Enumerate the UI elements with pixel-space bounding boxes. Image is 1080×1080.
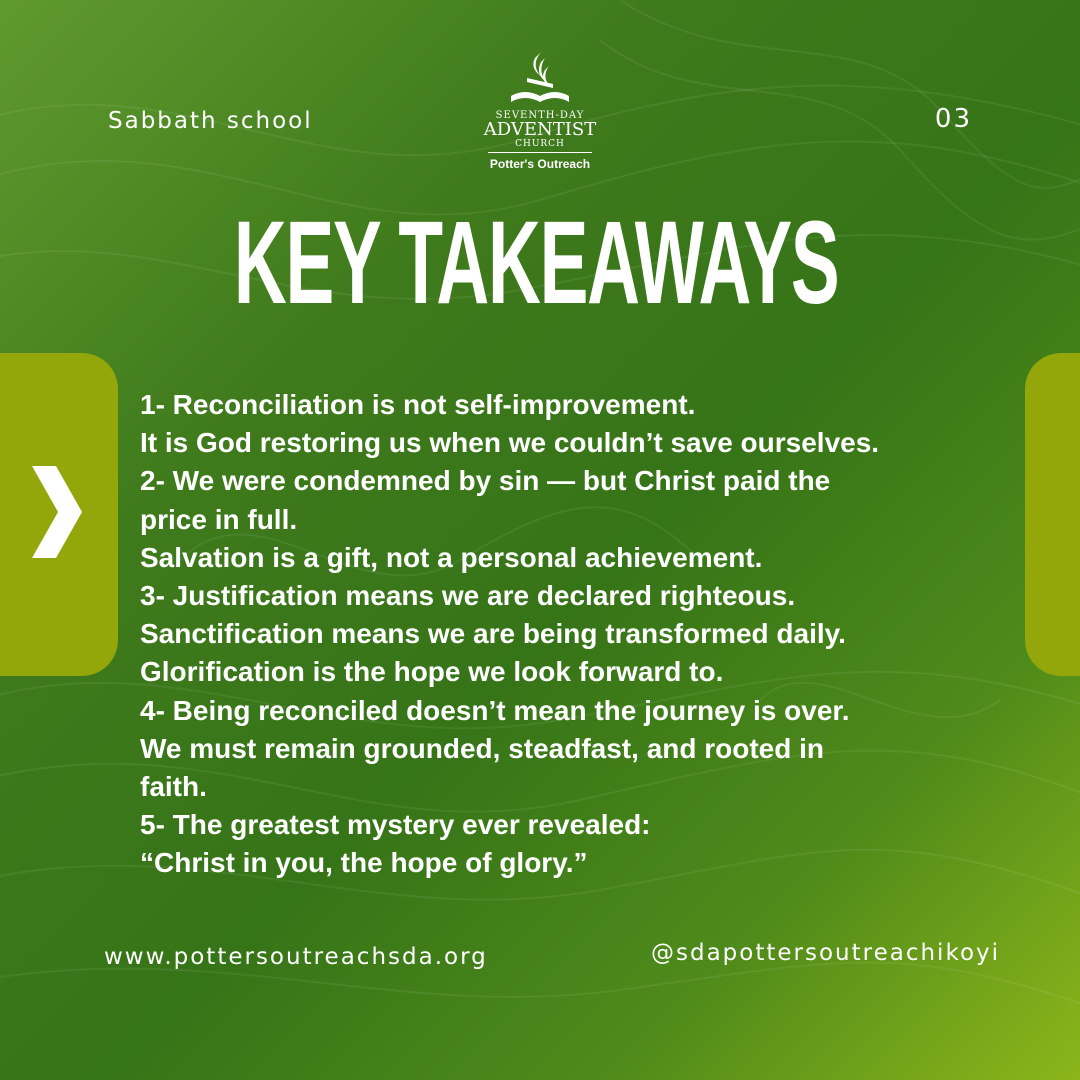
takeaway-line: We must remain grounded, steadfast, and rooted in [140, 732, 825, 764]
takeaway-line: Sanctification means we are being transformed daily. [140, 618, 846, 650]
takeaway-line: 3- Justification means we are declared righteous. [140, 580, 796, 612]
takeaway-line: It is God restoring us when we couldn’t save ourselves. [140, 427, 880, 459]
page-title: KEY TAKEAWAYS [233, 197, 839, 329]
takeaway-line: Salvation is a gift, not a personal achievement. [140, 541, 763, 573]
takeaway-line: 4- Being reconciled doesn’t mean the journey is over. [140, 694, 850, 726]
flame-bible-logo-icon [505, 50, 575, 108]
takeaway-line: 2- We were condemned by sin — but Christ paid the [140, 465, 831, 497]
logo-line-1: SEVENTH-DAY [495, 110, 585, 121]
takeaway-line: 5- The greatest mystery ever revealed: [140, 809, 651, 841]
takeaway-line: Glorification is the hope we look forward to. [140, 656, 724, 688]
takeaway-line: faith. [140, 771, 207, 803]
logo-line-4: Potter's Outreach [489, 157, 591, 171]
takeaway-line: 1- Reconciliation is not self-improvement. [140, 389, 696, 420]
logo-line-2: ADVENTIST [483, 119, 597, 140]
social-handle[interactable]: @sdapottersoutreachikoyi [651, 940, 1001, 966]
website-link[interactable]: www.pottersoutreachsda.org [104, 944, 488, 970]
page-number: 03 [934, 104, 972, 134]
section-label: Sabbath school [108, 108, 313, 134]
takeaways-list [140, 386, 1040, 883]
church-logo [480, 50, 600, 171]
takeaway-line: “Christ in you, the hope of glory.” [140, 847, 588, 879]
logo-line-3: CHURCH [488, 139, 592, 153]
chevron-right-icon[interactable] [28, 462, 86, 562]
takeaway-line: price in full. [140, 503, 298, 535]
